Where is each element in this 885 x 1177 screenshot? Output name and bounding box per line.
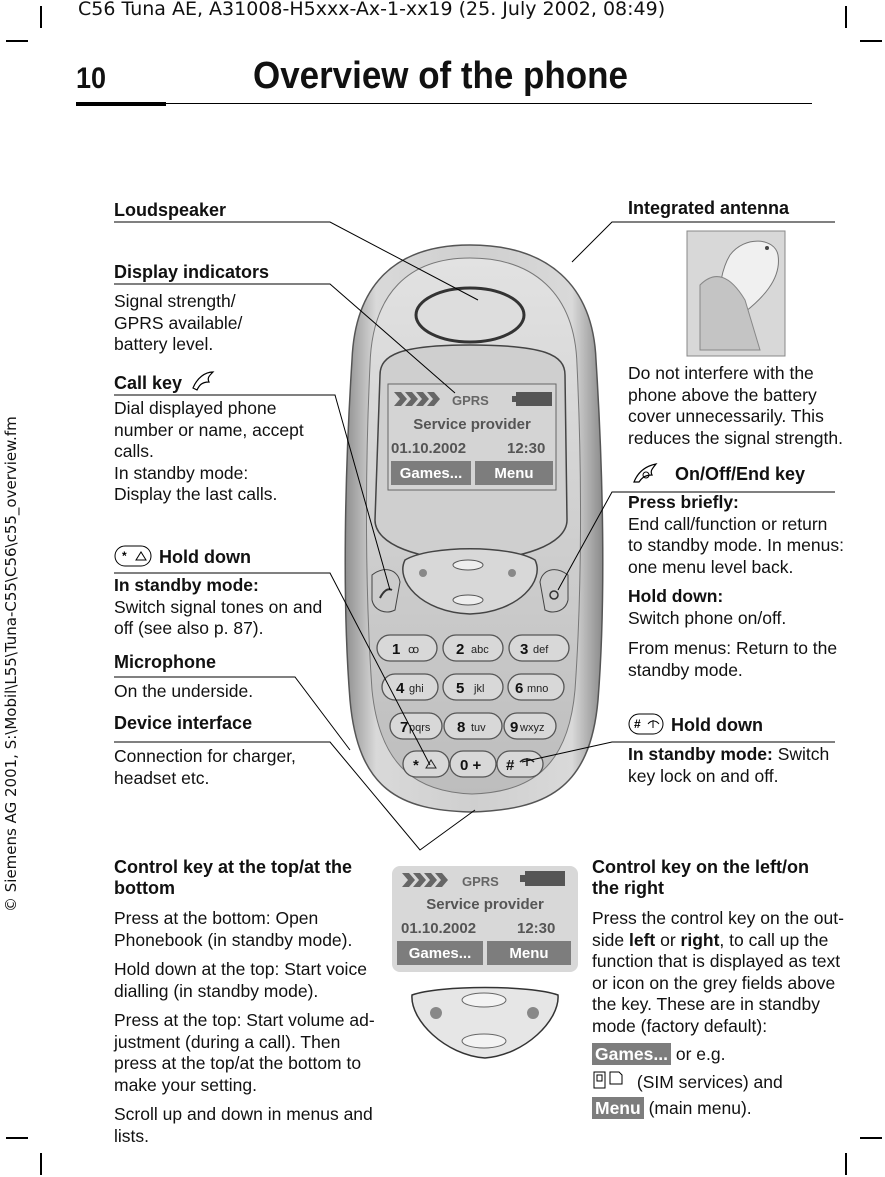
antenna-text: Do not interfere with the phone above the battery cover unnecessarily. This reduces the signal strength. <box>628 363 843 448</box>
label-onoff-end-key: On/Off/End key <box>628 460 805 486</box>
document-header: C56 Tuna AE, A31008-H5xxx-Ax-1-xx19 (25. July 2002, 08:49) <box>78 0 666 20</box>
star-key-icon <box>114 545 154 567</box>
time: 12:30 <box>507 440 546 457</box>
device-interface-text: Connection for charger, headset etc. <box>114 746 296 788</box>
key-2-letters: abc <box>471 644 489 656</box>
copyright-sidebar: © Siemens AG 2001, S:\Mobil\L55\Tuna-C55\C56\c55_overview.fm <box>2 416 20 912</box>
call-key-text: Dial displayed phone number or name, accept calls. In standby mode: Display the last calls. <box>114 398 304 504</box>
page-title: Overview of the phone <box>253 55 628 97</box>
key-2: 2 <box>456 641 465 658</box>
display-indicators-text: Signal strength/ GPRS available/ battery level. <box>114 291 243 354</box>
key-9: 9 <box>510 719 519 736</box>
key-1: 1 <box>392 641 401 658</box>
service-provider-2: Service provider <box>426 896 544 913</box>
from-menus-text: From menus: Return to the standby mode. <box>628 638 838 680</box>
hold-down-text: Hold down: Switch phone on/off. <box>628 586 787 628</box>
softkey-left-2: Games... <box>408 945 472 962</box>
menu-softkey-label: Menu <box>592 1097 644 1119</box>
softkey-left: Games... <box>399 465 463 482</box>
microphone-text: On the underside. <box>114 681 254 701</box>
key-4: 4 <box>396 680 405 697</box>
sim-services-icon <box>592 1070 626 1092</box>
key-star: * <box>413 757 419 774</box>
key-9-letters: wxyz <box>520 722 545 734</box>
call-key-icon <box>187 368 217 394</box>
key-3: 3 <box>520 641 529 658</box>
end-key-icon <box>628 460 664 486</box>
date-2: 01.10.2002 <box>401 920 477 937</box>
label-device-interface: Device interface <box>114 713 253 733</box>
label-integrated-antenna: Integrated antenna <box>628 198 790 218</box>
control-key-top <box>453 560 483 570</box>
key-8: 8 <box>457 719 466 736</box>
onoff-text: Press briefly: End call/function or return to standby mode. In menus: one menu level back. <box>628 492 844 577</box>
service-provider: Service provider <box>413 416 531 433</box>
label-star-hold: * Hold down <box>114 545 251 568</box>
label-hash-hold: # Hold down <box>628 713 763 736</box>
key-4-letters: ghi <box>409 683 424 695</box>
time-2: 12:30 <box>517 920 556 937</box>
key-6: 6 <box>515 680 524 697</box>
gprs-indicator-2: GPRS <box>462 874 499 889</box>
key-3-letters: def <box>533 644 549 656</box>
key-7-letters: pqrs <box>409 722 431 734</box>
key-5-letters: jkl <box>474 683 485 695</box>
star-hold-text: In standby mode: Switch signal tones on and off (see also p. 87). <box>114 575 323 638</box>
hash-key-icon <box>628 713 666 735</box>
key-6-letters: mno <box>527 683 549 695</box>
softkey-right-2: Menu <box>509 945 549 962</box>
control-left-right-text: Press the control key on the out- side left or right, to call up the function that is displayed as text or icon on the grey fields above the key. These are in standby mode (factory default): Games... or e.g. (SIM services) and Menu (main menu). <box>592 908 844 1118</box>
key-hash: # <box>506 757 515 774</box>
key-5: 5 <box>456 680 465 697</box>
label-control-left-right: Control key on the left/on the right <box>592 857 810 898</box>
softkey-right: Menu <box>494 465 534 482</box>
label-control-top-bottom: Control key at the top/at the bottom <box>114 857 353 898</box>
date: 01.10.2002 <box>391 440 467 457</box>
label-loudspeaker: Loudspeaker <box>114 200 227 220</box>
hash-hold-text: In standby mode: Switch key lock on and off. <box>628 744 830 786</box>
svg-text:#: # <box>634 717 641 731</box>
key-8-letters: tuv <box>471 722 486 734</box>
svg-text:ꝏ: ꝏ <box>408 644 420 656</box>
gprs-indicator: GPRS <box>452 393 489 408</box>
label-microphone: Microphone <box>114 652 216 672</box>
games-softkey-label: Games... <box>592 1043 671 1065</box>
key-7: 7 <box>400 719 409 736</box>
label-call-key: Call key <box>114 368 217 394</box>
svg-text:*: * <box>122 549 127 563</box>
label-display-indicators: Display indicators <box>114 262 270 282</box>
control-key-bottom <box>453 595 483 605</box>
control-top-bottom-text: Press at the bottom: Open Phonebook (in standby mode). Hold down at the top: Start voice dialling (in standby mode). Press at the top: Start volume ad- justment (during a call). Then press at the top/at the bottom to make your setting. Scroll up and down in menus and lists. <box>114 908 375 1146</box>
page-number: 10 <box>76 62 107 95</box>
key-0: 0 + <box>460 757 482 774</box>
